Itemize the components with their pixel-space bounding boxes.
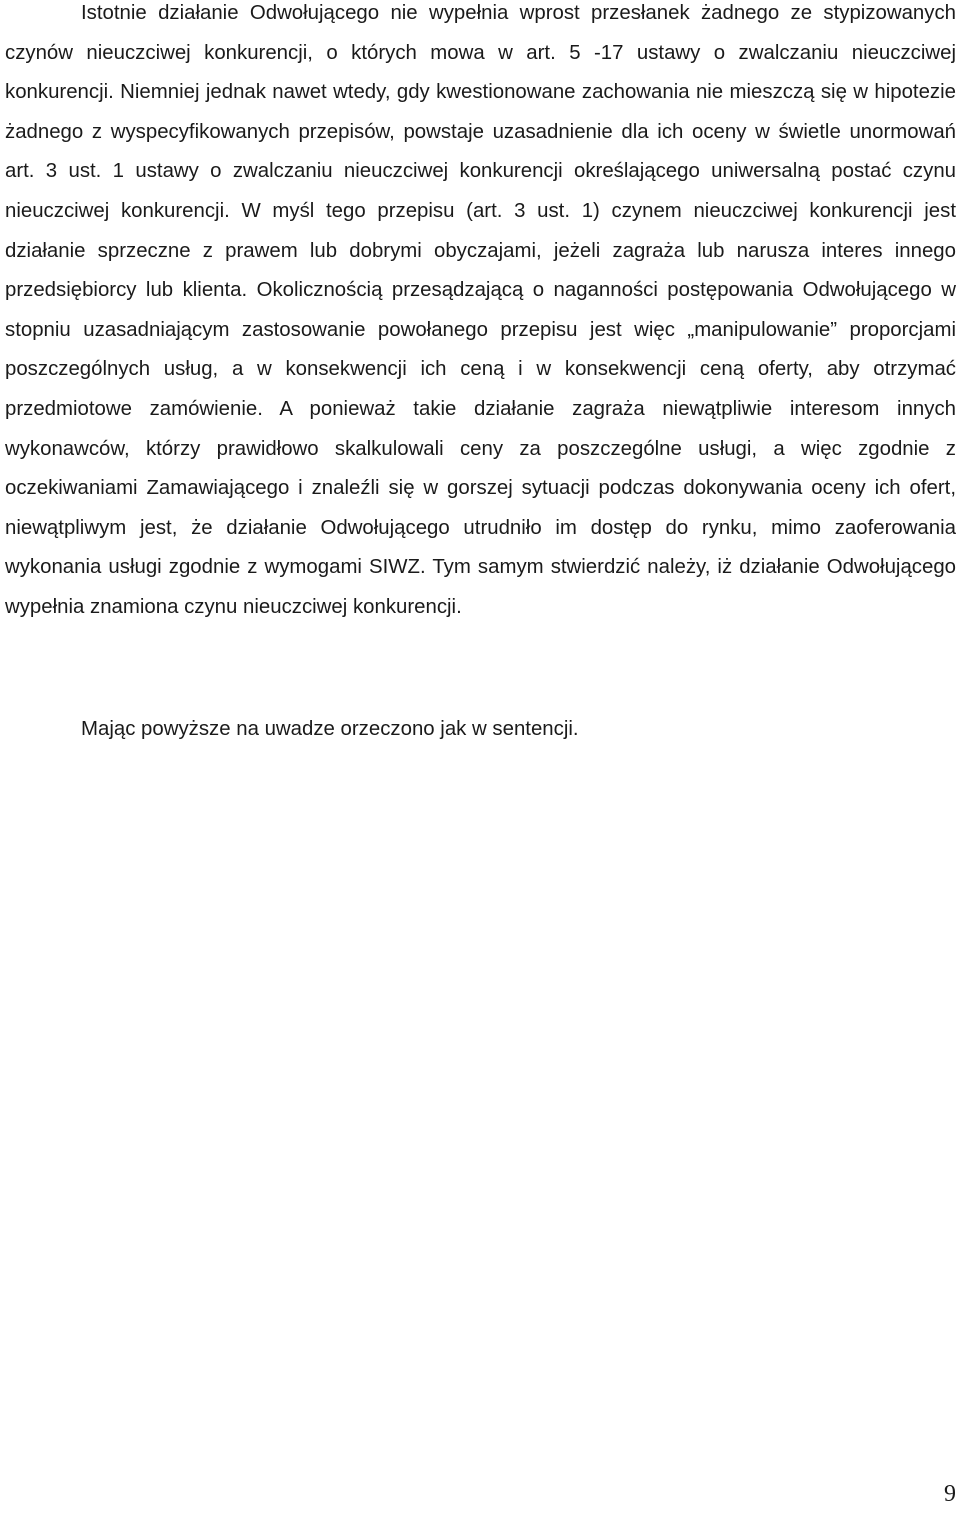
- page-number: 9: [944, 1481, 956, 1507]
- body-paragraph-reasoning: Istotnie działanie Odwołującego nie wypełnia wprost przesłanek żadnego ze stypizowanych czynów nieuczciwej konkurencji, o których mowa w art. 5 -17 ustawy o zwalczaniu nieuczciwej konkurencji. Niemniej jednak nawet wtedy, gdy kwestionowane zachowania nie mieszczą się w hipotezie żadnego z wyspecyfikowanych przepisów, powstaje uzasadnienie dla ich oceny w świetle unormowań art. 3 ust. 1 ustawy o zwalczaniu nieuczciwej konkurencji określającego uniwersalną postać czynu nieuczciwej konkurencji. W myśl tego przepisu (art. 3 ust. 1) czynem nieuczciwej konkurencji jest działanie sprzeczne z prawem lub dobrymi obyczajami, jeżeli zagraża lub narusza interes innego przedsiębiorcy lub klienta. Okolicznością przesądzającą o naganności postępowania Odwołującego w stopniu uzasadniającym zastosowanie powołanego przepisu jest więc „manipulowanie” proporcjami poszczególnych usług, a w konsekwencji ich ceną i w konsekwencji ceną oferty, aby otrzymać przedmiotowe zamówienie. A ponieważ takie działanie zagraża niewątpliwie interesom innych wykonawców, którzy prawidłowo skalkulowali ceny za poszczególne usługi, a więc zgodnie z oczekiwaniami Zamawiającego i znaleźli się w gorszej sytuacji podczas dokonywania oceny ich ofert, niewątpliwym jest, że działanie Odwołującego utrudniło im dostęp do rynku, mimo zaoferowania wykonania usługi zgodnie z wymogami SIWZ. Tym samym stwierdzić należy, iż działanie Odwołującego wypełnia znamiona czynu nieuczciwej konkurencji.: [5, 2, 956, 618]
- body-paragraph-conclusion: Mając powyższe na uwadze orzeczono jak w sentencji.: [81, 718, 579, 740]
